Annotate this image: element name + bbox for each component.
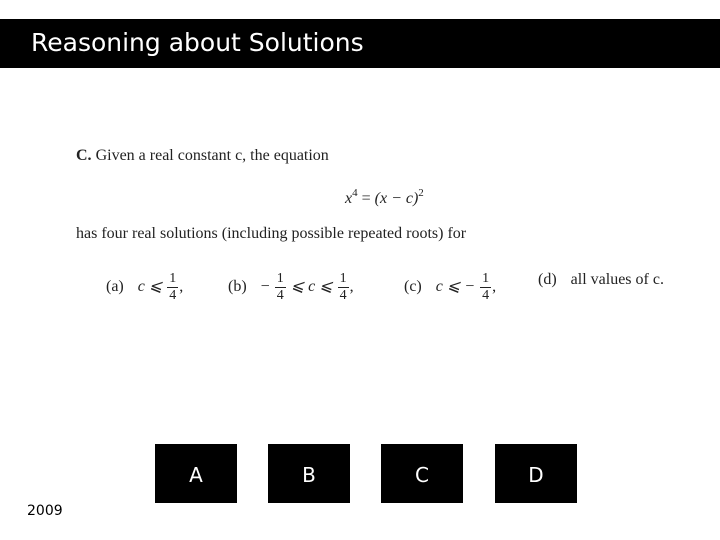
option-b-prefix: − [260, 278, 270, 296]
problem-subtext: has four real solutions (including possible repeated roots) for [76, 225, 467, 242]
option-c [404, 271, 496, 304]
option-c-label: (c) [404, 278, 422, 296]
option-c-prefix: c ⩽ − [435, 278, 476, 296]
option-b-middle: ⩽ c ⩽ [290, 278, 333, 296]
answer-button-a-label: A [189, 463, 203, 487]
answer-button-b-label: B [302, 463, 316, 487]
answer-button-b[interactable] [268, 444, 350, 503]
option-d-label: (d) [538, 271, 557, 288]
option-a [106, 271, 183, 304]
option-a-label: (a) [106, 278, 124, 296]
equation-rhs-exponent: 2 [418, 187, 424, 199]
answer-button-d[interactable] [495, 444, 577, 503]
option-c-suffix: , [492, 278, 497, 296]
answer-button-c[interactable] [381, 444, 463, 503]
option-b-denominator-1: 4 [276, 288, 284, 303]
problem-label: C. [76, 147, 92, 164]
option-a-fraction [167, 271, 178, 304]
option-b-suffix: , [349, 278, 354, 296]
option-a-prefix: c ⩽ [137, 278, 163, 296]
answer-button-d-label: D [528, 463, 544, 487]
option-b-numerator-1: 1 [276, 271, 284, 286]
option-a-numerator: 1 [169, 271, 177, 286]
year-label: 2009 [27, 503, 63, 519]
equation-lhs-exponent: 4 [352, 187, 358, 199]
equation-equals: = [361, 190, 371, 207]
option-a-denominator: 4 [169, 288, 177, 303]
option-c-fraction [480, 271, 491, 304]
slide-title: Reasoning about Solutions [31, 28, 364, 57]
option-d-text: all values of c. [570, 271, 664, 288]
option-a-suffix: , [179, 278, 184, 296]
option-b-fraction-2 [338, 271, 349, 304]
option-c-denominator: 4 [482, 288, 490, 303]
option-b [228, 271, 354, 304]
equation-rhs: (x − c) [374, 190, 419, 207]
option-b-numerator-2: 1 [339, 271, 347, 286]
option-b-denominator-2: 4 [339, 288, 347, 303]
answer-button-a[interactable] [155, 444, 237, 503]
option-b-fraction-1 [275, 271, 286, 304]
problem-stem-text: Given a real constant c, the equation [95, 147, 329, 164]
option-c-numerator: 1 [482, 271, 490, 286]
equation-lhs: x [345, 190, 353, 207]
problem-stem [76, 147, 329, 165]
option-d [538, 271, 664, 289]
option-b-label: (b) [228, 278, 247, 296]
equation [345, 187, 424, 208]
answer-button-c-label: C [415, 463, 429, 487]
